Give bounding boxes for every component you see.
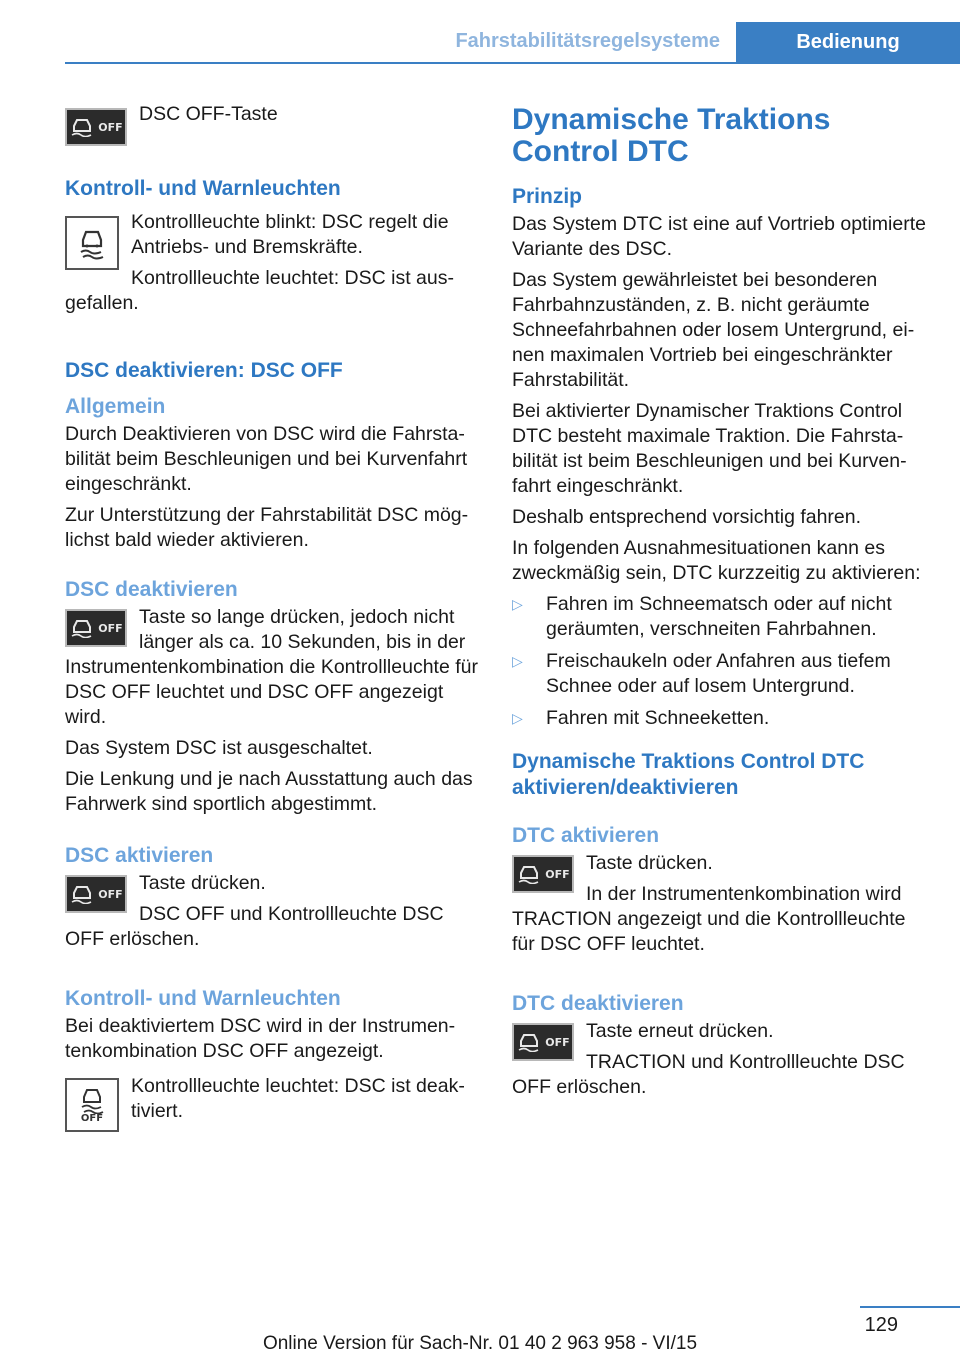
heading-dsc-deaktivieren-off: DSC deaktivieren: DSC OFF (65, 359, 343, 382)
list-item-text: Fahren mit Schneeketten. (546, 707, 770, 729)
car-skid-icon (69, 117, 95, 137)
off-label: OFF (545, 867, 570, 881)
car-skid-icon (77, 1086, 107, 1114)
text-allgemein-1: Durch Deaktivieren von DSC wird die Fahrstabilität beim Beschleunigen und bei Kurvenfahrt eingeschränkt. (65, 423, 468, 495)
heading-allgemein: Allgemein (65, 395, 166, 418)
dsc-off-button-icon (512, 1023, 574, 1061)
text-deaktiviert-leuchtet: Kontrollleuchte leuchtet: DSC ist deaktiviert. (131, 1075, 465, 1122)
dtc-deakt-block (512, 1019, 930, 1106)
dsc-off-button-icon (65, 609, 127, 647)
off-label: OFF (98, 120, 123, 134)
text-leuchtet-ausgefallen: Kontrollleuchte leuchtet: DSC ist ausgefallen. (65, 267, 454, 314)
dsc-off-taste-label: DSC OFF-Taste (139, 103, 278, 125)
text-prinzip-4: Deshalb entsprechend vorsichtig fahren. (512, 506, 862, 528)
list-item (512, 592, 930, 642)
car-skid-icon (75, 226, 109, 260)
list-item (512, 706, 930, 731)
heading-kontroll-warnleuchten-2: Kontroll- und Warnleuchten (65, 987, 341, 1010)
warnlight-block (65, 210, 483, 322)
dsc-off-button-icon (65, 875, 127, 913)
page-number-rule (860, 1306, 960, 1308)
footer-version: Online Version für Sach-Nr. 01 40 2 963 958 - VI/15 (262, 1333, 698, 1354)
text-erloeschen: DSC OFF und Kontrollleuchte DSC OFF erlöschen. (65, 903, 444, 950)
off-label: OFF (98, 887, 123, 901)
triangle-bullet-icon: ▷ (512, 710, 523, 726)
text-traction-erloeschen: TRACTION und Kontrollleuchte DSC OFF erlöschen. (512, 1051, 905, 1098)
list-item-text: Freischaukeln oder Anfahren aus tiefem Schnee oder auf losem Untergrund. (546, 650, 891, 697)
triangle-bullet-icon: ▷ (512, 596, 523, 612)
heading-dsc-aktivieren: DSC aktivieren (65, 844, 214, 867)
dtc-akt-block (512, 851, 930, 963)
off-label: OFF (80, 1113, 104, 1124)
text-ausgeschaltet: Das System DSC ist ausgeschaltet. (65, 737, 373, 759)
heading-dtc-aktivieren: DTC aktivieren (512, 824, 660, 847)
text-prinzip-3: Bei aktivierter Dynamischer Traktions Control DTC besteht maximale Traktion. Die Fahrstabilität ist beim Beschleunigen und bei Kurvenfahrt eingeschränkt. (512, 400, 907, 497)
off-label: OFF (545, 1035, 570, 1049)
situations-list (512, 592, 930, 731)
text-taste-erneut: Taste erneut drücken. (586, 1020, 774, 1042)
heading-prinzip: Prinzip (512, 185, 583, 208)
heading-dsc-deaktivieren: DSC deaktivieren (65, 578, 238, 601)
off-label: OFF (98, 621, 123, 635)
dsc-off-warnlight-block (65, 1074, 483, 1136)
text-dtc-taste-druecken: Taste drücken. (586, 852, 713, 874)
car-skid-icon (69, 884, 95, 904)
list-item-text: Fahren im Schneematsch oder auf nicht geräumten, verschneiten Fahrbahnen. (546, 593, 892, 640)
text-lenkung: Die Lenkung und je nach Ausstattung auch das Fahrwerk sind sportlich abgestimmt. (65, 768, 473, 815)
text-blinkt: Kontrollleuchte blinkt: DSC regelt die Antriebs- und Bremskräfte. (131, 211, 449, 258)
dsc-akt-block (65, 871, 483, 958)
dsc-off-warning-light-icon (65, 1078, 119, 1132)
text-prinzip-5: In folgenden Ausnahmesituationen kann es zweckmäßig sein, DTC kurzzeitig zu aktivieren: (512, 537, 921, 584)
text-bei-deaktiviertem: Bei deaktiviertem DSC wird in der Instrumentenkombination DSC OFF angezeigt. (65, 1015, 456, 1062)
page-number: 129 (864, 1314, 898, 1336)
dsc-off-button-icon (512, 855, 574, 893)
heading-dtc-deaktivieren: DTC deaktivieren (512, 992, 684, 1015)
text-allgemein-2: Zur Unterstützung der Fahrstabilität DSC möglichst bald wieder aktivieren. (65, 504, 469, 551)
heading-kontroll-warnleuchten: Kontroll- und Warnleuchten (65, 177, 341, 200)
car-skid-icon (516, 864, 542, 884)
header-rule (65, 62, 960, 64)
text-traction-angezeigt: In der Instrumentenkombination wird TRACTION angezeigt und die Kontrollleuchte für DSC OFF leuchtet. (512, 883, 906, 955)
right-column (512, 100, 930, 1106)
car-skid-icon (69, 618, 95, 638)
dsc-warning-light-icon (65, 216, 119, 270)
dsc-deakt-block (65, 605, 483, 736)
list-item (512, 649, 930, 699)
text-taste-druecken: Taste drücken. (139, 872, 266, 894)
header-tab: Bedienung (736, 22, 960, 62)
text-prinzip-1: Das System DTC ist eine auf Vortrieb optimierte Variante des DSC. (512, 213, 926, 260)
page-title-dtc: Dynamische Traktions Control DTC (512, 103, 831, 168)
text-taste-lange: Taste so lange drücken, jedoch nicht länger als ca. 10 Sekunden, bis in der Instrumentenkombination die Kontrollleuchte für DSC OFF leuchtet und DSC OFF angezeigt wird. (65, 606, 478, 728)
car-skid-icon (516, 1032, 542, 1052)
triangle-bullet-icon: ▷ (512, 653, 523, 669)
text-prinzip-2: Das System gewährleistet bei besonderen Fahrbahnzuständen, z. B. nicht geräumte Schneefahrbahnen oder losem Untergrund, einen maximalen Vortrieb bei eingeschränkter Fahrstabilität. (512, 269, 915, 391)
dsc-off-button-row (65, 100, 483, 150)
dsc-off-button-icon (65, 108, 127, 146)
header-section-title: Fahrstabilitätsregelsysteme (455, 30, 720, 52)
heading-dtc-aktivieren-deaktivieren: Dynamische Traktions Control DTC aktivieren/deaktivieren (512, 750, 865, 799)
left-column (65, 100, 483, 1136)
